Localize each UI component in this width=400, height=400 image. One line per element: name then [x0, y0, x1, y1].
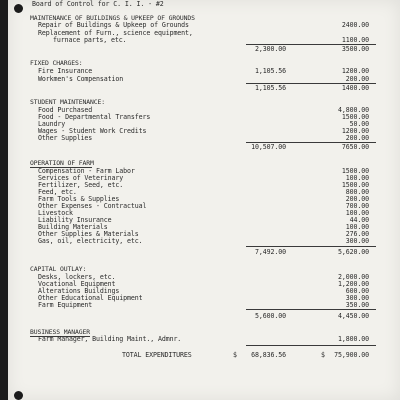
line-left-amount: 1,105.56 — [255, 67, 286, 75]
subtotal-rule — [246, 345, 376, 346]
line-amount: 1,200.00 — [338, 280, 369, 288]
line-amount: 300.00 — [345, 294, 369, 302]
line-label: Vocational Equipment — [38, 280, 116, 288]
section-title-business-manager: BUSINESS MANAGER — [30, 328, 90, 336]
line-amount: 2400.00 — [341, 21, 369, 29]
line-label: Replacement of Furn., science equipment, — [38, 29, 193, 37]
subtotal-rule — [246, 246, 376, 247]
line-amount: 1500.00 — [341, 113, 369, 121]
line-amount: 1200.00 — [341, 127, 369, 135]
subtotal-left: 2,300.00 — [255, 45, 286, 53]
line-amount: 1500.00 — [341, 181, 369, 189]
line-label: Food Purchased — [38, 106, 93, 114]
total-dollar-right: $ — [321, 351, 325, 359]
subtotal-left: 10,507.00 — [251, 143, 286, 151]
punch-hole-top — [14, 4, 23, 13]
total-label: TOTAL EXPENDITURES — [122, 351, 192, 359]
line-label: Alterations Buildings — [38, 287, 120, 295]
line-label: Wages - Student Work Credits — [38, 127, 147, 135]
line-amount: 2,000.00 — [338, 273, 369, 281]
line-amount: 276.00 — [345, 230, 369, 238]
line-label: Fertilizer, Seed, etc. — [38, 181, 124, 189]
subtotal-left: 7,492.00 — [255, 248, 286, 256]
line-label: Other Supplies & Materials — [38, 230, 139, 238]
line-amount: 4,800.00 — [338, 106, 369, 114]
section-title-capital-outlay: CAPITAL OUTLAY: — [30, 265, 87, 273]
line-label: Fire Insurance — [38, 67, 93, 75]
line-amount: 1200.00 — [341, 67, 369, 75]
line-label: furnace parts, etc. — [53, 36, 127, 44]
line-amount: 1500.00 — [341, 167, 369, 175]
line-label: Other Expenses - Contractual — [38, 202, 147, 210]
line-label: Other Supplies — [38, 134, 93, 142]
line-label: Farm Manager, Building Maint., Admnr. — [38, 335, 182, 343]
line-amount: 700.00 — [345, 202, 369, 210]
section-title-operation-of-farm: OPERATION OF FARM — [30, 159, 94, 167]
section-title-fixed-charges: FIXED CHARGES: — [30, 59, 83, 67]
line-label: Desks, lockers, etc. — [38, 273, 116, 281]
line-amount: 100.00 — [345, 174, 369, 182]
line-amount: 200.00 — [345, 75, 369, 83]
page-header: Board of Control for C. I. I. - #2 — [32, 0, 164, 8]
section-title-student-maintenance: STUDENT MAINTENANCE: — [30, 98, 105, 106]
punch-hole-bottom — [14, 391, 23, 400]
line-label: Services of Veterinary — [38, 174, 124, 182]
subtotal-left: 5,600.00 — [255, 312, 286, 320]
line-amount: 800.00 — [345, 188, 369, 196]
line-label: Farm Tools & Supplies — [38, 195, 120, 203]
line-label: Food - Departmental Transfers — [38, 113, 151, 121]
line-label: Liability Insurance — [38, 216, 112, 224]
total-left: 68,836.56 — [251, 351, 286, 359]
line-amount: 1,800.00 — [338, 335, 369, 343]
subtotal-right: 1400.00 — [341, 84, 369, 92]
line-label: Building Materials — [38, 223, 108, 231]
subtotal-right: 3500.00 — [341, 45, 369, 53]
subtotal-right: 7650.00 — [341, 143, 369, 151]
subtotal-right: 5,620.00 — [338, 248, 369, 256]
line-label: Gas, oil, electricity, etc. — [38, 237, 143, 245]
subtotal-right: 4,450.00 — [338, 312, 369, 320]
line-amount: 600.00 — [345, 287, 369, 295]
section-title-maintenance: MAINTENANCE OF BUILDINGS & UPKEEP OF GROUNDS — [30, 14, 195, 22]
line-label: Other Educational Equipment — [38, 294, 143, 302]
line-label: Repair of Buildings & Upkeep of Grounds — [38, 21, 189, 29]
subtotal-left: 1,105.56 — [255, 84, 286, 92]
line-label: Farm Equipment — [38, 301, 93, 309]
line-amount: 100.00 — [345, 209, 369, 217]
total-right: 75,900.00 — [334, 351, 369, 359]
line-label: Laundry — [38, 120, 66, 128]
subtotal-rule — [246, 309, 376, 310]
line-amount: 1100.00 — [341, 36, 369, 44]
line-amount: 350.00 — [345, 301, 369, 309]
line-amount: 300.00 — [345, 237, 369, 245]
line-amount: 200.00 — [345, 134, 369, 142]
line-amount: 50.00 — [349, 120, 369, 128]
line-label: Feed, etc. — [38, 188, 77, 196]
line-amount: 200.00 — [345, 195, 369, 203]
line-amount: 44.00 — [349, 216, 369, 224]
line-amount: 100.00 — [345, 223, 369, 231]
total-dollar-left: $ — [233, 351, 237, 359]
paper-sheet — [8, 0, 400, 400]
line-label: Compensation - Farm Labor — [38, 167, 135, 175]
line-label: Workmen's Compensation — [38, 75, 124, 83]
line-label: Livestock — [38, 209, 73, 217]
